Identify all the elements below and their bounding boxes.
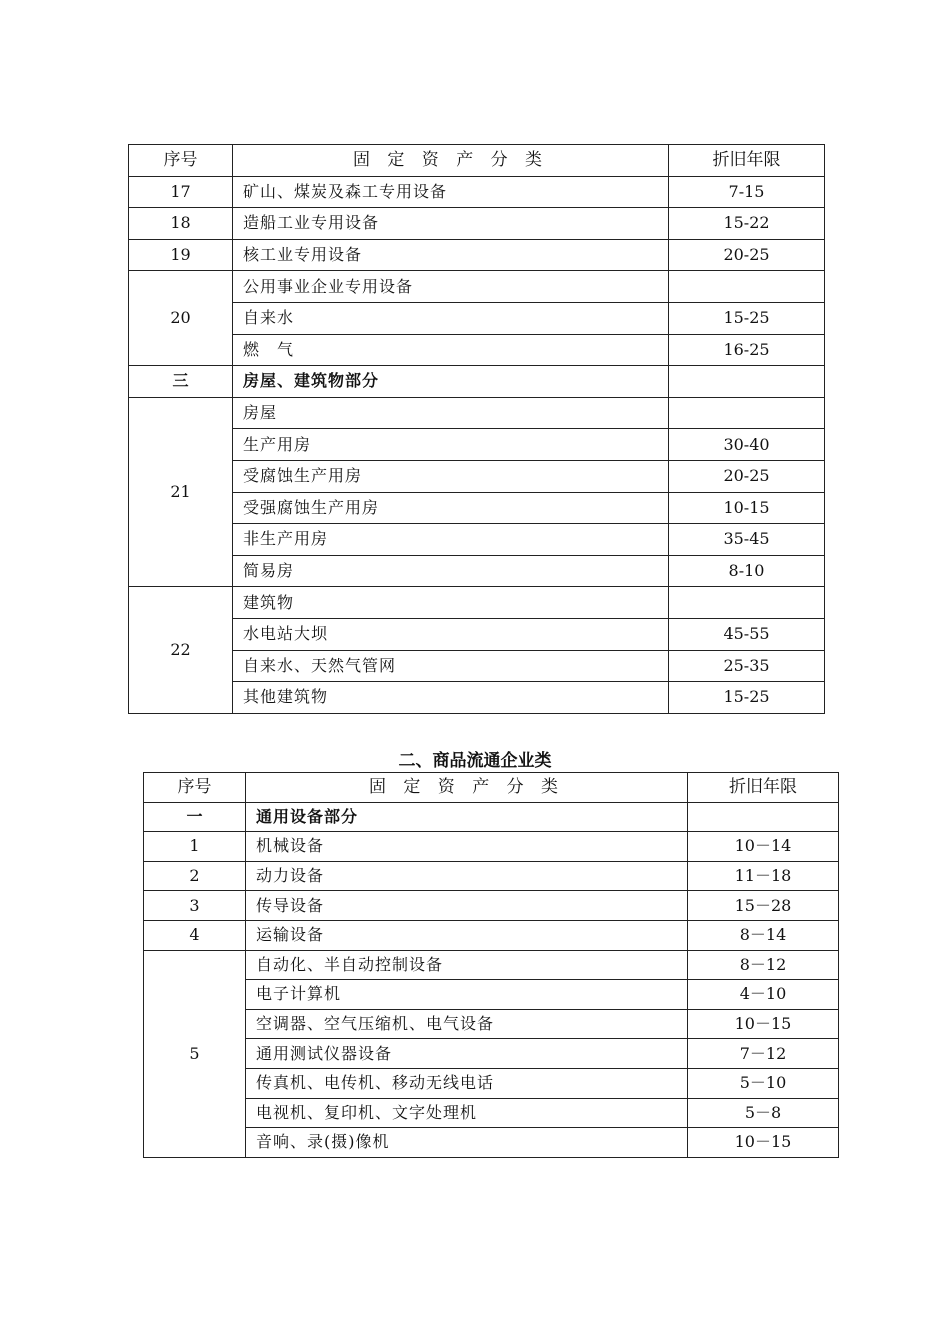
row-name: 水电站大坝 [233,618,669,650]
row-name: 自动化、半自动控制设备 [246,950,688,980]
row-years: 5－8 [688,1098,839,1128]
table-row [129,208,825,240]
row-years: 8－12 [688,950,839,980]
section-title: 二、商品流通企业类 [398,751,552,771]
table-row [129,492,825,524]
row-name: 房屋 [233,397,669,429]
row-years [688,802,839,832]
row-name: 公用事业企业专用设备 [233,271,669,303]
header-num: 序号 [129,145,233,177]
table-row [129,302,825,334]
row-name: 非生产用房 [233,524,669,556]
row-num: 21 [129,397,233,587]
row-name: 机械设备 [246,832,688,862]
row-name: 生产用房 [233,429,669,461]
row-years: 25-35 [669,650,825,682]
row-num: 19 [129,239,233,271]
row-years [669,366,825,398]
table-row [129,176,825,208]
row-name: 房屋、建筑物部分 [233,366,669,398]
row-num: 17 [129,176,233,208]
section-row [129,366,825,398]
row-years: 4－10 [688,980,839,1010]
section-row [144,802,839,832]
table-row [129,271,825,303]
table-row [144,1098,839,1128]
row-name: 建筑物 [233,587,669,619]
table-row [129,524,825,556]
header-category: 固 定 资 产 分 类 [233,145,669,177]
table-row [129,460,825,492]
row-years [669,271,825,303]
table-row [129,682,825,714]
table-row [129,555,825,587]
table-row [129,397,825,429]
row-name: 受强腐蚀生产用房 [233,492,669,524]
row-name: 通用测试仪器设备 [246,1039,688,1069]
row-years: 20-25 [669,460,825,492]
row-years: 15-22 [669,208,825,240]
row-name: 矿山、煤炭及森工专用设备 [233,176,669,208]
row-num: 22 [129,587,233,713]
row-num: 1 [144,832,246,862]
row-years: 16-25 [669,334,825,366]
row-years: 30-40 [669,429,825,461]
row-name: 通用设备部分 [246,802,688,832]
row-years: 11－18 [688,861,839,891]
row-num: 三 [129,366,233,398]
table-header-row [129,145,825,177]
row-name: 传导设备 [246,891,688,921]
table-header-row [144,773,839,803]
row-name: 核工业专用设备 [233,239,669,271]
row-years: 15-25 [669,302,825,334]
row-name: 动力设备 [246,861,688,891]
table-row [144,1009,839,1039]
header-years: 折旧年限 [669,145,825,177]
depreciation-table-1 [128,144,825,714]
row-name: 自来水 [233,302,669,334]
row-years: 10－15 [688,1128,839,1158]
row-years: 8－14 [688,920,839,950]
row-years: 10-15 [669,492,825,524]
row-name: 电视机、复印机、文字处理机 [246,1098,688,1128]
row-name: 造船工业专用设备 [233,208,669,240]
row-years: 5－10 [688,1068,839,1098]
header-years: 折旧年限 [688,773,839,803]
row-years: 20-25 [669,239,825,271]
row-years [669,397,825,429]
row-years: 10－14 [688,832,839,862]
row-name: 其他建筑物 [233,682,669,714]
row-years: 7－12 [688,1039,839,1069]
row-name: 音响、录(摄)像机 [246,1128,688,1158]
row-years: 10－15 [688,1009,839,1039]
table-row [144,1068,839,1098]
table-row [129,587,825,619]
table-row [129,239,825,271]
header-category: 固 定 资 产 分 类 [246,773,688,803]
row-years: 7-15 [669,176,825,208]
row-years: 35-45 [669,524,825,556]
row-name: 燃 气 [233,334,669,366]
row-num: 一 [144,802,246,832]
table-row [129,334,825,366]
row-num: 4 [144,920,246,950]
row-name: 简易房 [233,555,669,587]
table-row [144,1039,839,1069]
table-row [129,650,825,682]
row-num: 3 [144,891,246,921]
row-num: 18 [129,208,233,240]
table-row [129,618,825,650]
row-years: 15－28 [688,891,839,921]
row-years: 8-10 [669,555,825,587]
table-row [144,920,839,950]
row-num: 5 [144,950,246,1157]
table-row [144,980,839,1010]
row-years: 45-55 [669,618,825,650]
table-row [144,1128,839,1158]
row-num: 2 [144,861,246,891]
row-num: 20 [129,271,233,366]
row-name: 受腐蚀生产用房 [233,460,669,492]
table-row [144,832,839,862]
depreciation-table-2 [143,772,839,1158]
row-years [669,587,825,619]
row-name: 电子计算机 [246,980,688,1010]
row-name: 传真机、电传机、移动无线电话 [246,1068,688,1098]
row-years: 15-25 [669,682,825,714]
table-row [144,861,839,891]
row-name: 自来水、天然气管网 [233,650,669,682]
table-row [144,950,839,980]
row-name: 空调器、空气压缩机、电气设备 [246,1009,688,1039]
table-row [144,891,839,921]
table-row [129,429,825,461]
header-num: 序号 [144,773,246,803]
row-name: 运输设备 [246,920,688,950]
